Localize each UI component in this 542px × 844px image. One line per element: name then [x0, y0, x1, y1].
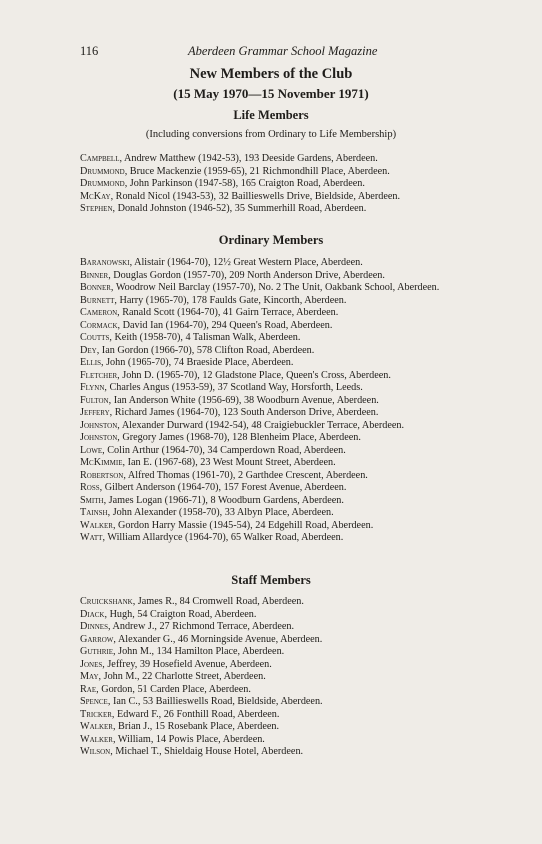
member-surname: Rae	[80, 683, 97, 695]
member-surname: Wilson	[80, 746, 111, 757]
member-entry	[80, 470, 490, 483]
member-entry	[80, 257, 490, 270]
life-members-note: (Including conversions from Ordinary to Life Membership)	[145, 129, 397, 140]
member-details: , Bruce Mackenzie (1959-65), 21 Richmondhill Place, Aberdeen.	[124, 165, 390, 177]
member-surname: Smith	[80, 494, 104, 506]
staff-members-heading: Staff Members	[231, 573, 311, 587]
member-details: , Alexander Durward (1942-54), 48 Craigiebuckler Terrace, Aberdeen.	[117, 419, 405, 431]
member-surname: McKay	[80, 190, 111, 202]
member-surname: Bonner	[80, 282, 111, 293]
member-details: , Woodrow Neil Barclay (1957-70), No. 2 The Unit, Oakbank School, Aberdeen.	[110, 282, 440, 293]
member-surname: Watt	[80, 532, 103, 543]
member-surname: Burnett	[80, 294, 115, 306]
member-entry	[80, 370, 490, 383]
member-surname: Dinnes	[80, 621, 108, 632]
member-details: , Michael T., Shieldaig House Hotel, Aberdeen.	[110, 746, 304, 757]
member-details: , Ranald Scott (1964-70), 41 Gairn Terrace, Aberdeen.	[117, 307, 339, 318]
member-entry	[80, 153, 490, 166]
member-surname: Dey	[80, 344, 97, 356]
member-details: , Alistair (1964-70), 12½ Great Western Place, Aberdeen.	[129, 257, 363, 268]
member-entry	[80, 332, 490, 345]
member-entry	[80, 721, 490, 734]
member-details: , Gordon Harry Massie (1945-54), 24 Edgehill Road, Aberdeen.	[112, 519, 374, 531]
member-details: , Andrew J., 27 Richmond Terrace, Aberdeen.	[107, 621, 295, 632]
member-entry	[80, 684, 490, 697]
page-title: New Members of the Club	[189, 66, 353, 82]
running-title: Aberdeen Grammar School Magazine	[188, 44, 378, 58]
member-details: , Brian J., 15 Rosebank Place, Aberdeen.	[112, 721, 280, 732]
member-surname: Garrow	[80, 633, 114, 645]
member-surname: Jeffery	[80, 407, 110, 418]
member-surname: Ross	[80, 482, 100, 493]
member-entry	[80, 191, 490, 204]
member-surname: Walker	[80, 519, 113, 531]
member-surname: Johnston	[80, 432, 118, 443]
member-surname: Stephen	[80, 203, 113, 214]
member-surname: Johnston	[80, 419, 118, 431]
member-surname: Ellis	[80, 357, 101, 368]
member-details: , Keith (1958-70), 4 Talisman Walk, Aberdeen.	[109, 332, 301, 343]
member-details: , John M., 134 Hamilton Place, Aberdeen.	[113, 646, 285, 657]
member-details: , Gilbert Anderson (1964-70), 157 Forest Avenue, Aberdeen.	[99, 482, 347, 493]
member-details: , William Allardyce (1964-70), 65 Walker Road, Aberdeen.	[102, 532, 344, 543]
member-details: , Ian Anderson White (1956-69), 38 Woodburn Avenue, Aberdeen.	[108, 394, 379, 406]
staff-members-list	[80, 596, 490, 759]
member-details: , Ian C., 53 Baillieswells Road, Bieldside, Aberdeen.	[107, 696, 323, 707]
member-entry	[80, 395, 490, 408]
member-entry	[80, 166, 490, 179]
member-entry	[80, 532, 490, 545]
member-surname: Jones	[80, 658, 103, 670]
member-surname: Walker	[80, 721, 113, 732]
member-details: , John (1965-70), 74 Braeside Place, Aberdeen.	[101, 357, 294, 368]
member-entry	[80, 445, 490, 458]
page-number: 116	[80, 44, 99, 58]
member-details: , Charles Angus (1953-59), 37 Scotland Way, Horsforth, Leeds.	[104, 382, 363, 393]
member-surname: Drummond	[80, 165, 125, 177]
member-entry	[80, 457, 490, 470]
member-entry	[80, 382, 490, 395]
member-entry	[80, 345, 490, 358]
member-entry	[80, 203, 490, 216]
life-members-list	[80, 153, 490, 216]
member-surname: Tainsh	[80, 507, 108, 518]
member-details: , Gregory James (1968-70), 128 Blenheim Place, Aberdeen.	[117, 432, 361, 443]
member-entry	[80, 495, 490, 508]
member-details: , John D. (1965-70), 12 Gladstone Place, Queen's Cross, Aberdeen.	[117, 369, 391, 381]
member-surname: Lowe	[80, 444, 103, 456]
member-entry	[80, 621, 490, 634]
member-surname: Binner	[80, 269, 109, 281]
member-entry	[80, 520, 490, 533]
member-surname: Coutts	[80, 332, 110, 343]
member-entry	[80, 609, 490, 622]
member-details: , Alfred Thomas (1961-70), 2 Garthdee Crescent, Aberdeen.	[123, 469, 368, 481]
member-details: , John Parkinson (1947-58), 165 Craigton Road, Aberdeen.	[124, 178, 365, 189]
member-details: , Jeffrey, 39 Hosefield Avenue, Aberdeen.	[102, 658, 272, 670]
life-members-heading: Life Members	[233, 108, 309, 122]
member-entry	[80, 282, 490, 295]
member-entry	[80, 646, 490, 659]
member-surname: Baranowski	[80, 257, 130, 268]
member-entry	[80, 634, 490, 647]
member-details: , Harry (1965-70), 178 Faulds Gate, Kincorth, Aberdeen.	[114, 294, 347, 306]
member-surname: Campbell	[80, 153, 120, 164]
member-entry	[80, 270, 490, 283]
member-details: , James R., 84 Cromwell Road, Aberdeen.	[132, 596, 304, 607]
ordinary-members-heading: Ordinary Members	[218, 233, 324, 247]
member-surname: Cameron	[80, 307, 118, 318]
member-entry	[80, 178, 490, 191]
member-entry	[80, 407, 490, 420]
member-surname: Fletcher	[80, 369, 118, 381]
member-details: , Ian Gordon (1966-70), 578 Clifton Road, Aberdeen.	[96, 344, 315, 356]
member-entry	[80, 357, 490, 370]
member-entry	[80, 432, 490, 445]
member-details: , Hugh, 54 Craigton Road, Aberdeen.	[104, 608, 257, 620]
member-surname: Drummond	[80, 178, 125, 189]
member-details: , Donald Johnston (1946-52), 35 Summerhill Road, Aberdeen.	[112, 203, 367, 214]
member-entry	[80, 420, 490, 433]
member-details: , William, 14 Powis Place, Aberdeen.	[112, 733, 265, 745]
member-entry	[80, 320, 490, 333]
member-entry	[80, 482, 490, 495]
member-surname: May	[80, 671, 99, 682]
member-details: , John Alexander (1958-70), 33 Albyn Place, Aberdeen.	[107, 507, 334, 518]
member-entry	[80, 696, 490, 709]
member-entry	[80, 507, 490, 520]
member-entry	[80, 596, 490, 609]
member-surname: Cruickshank	[80, 596, 133, 607]
member-details: , Douglas Gordon (1957-70), 209 North Anderson Drive, Aberdeen.	[108, 269, 385, 281]
member-details: , Andrew Matthew (1942-53), 193 Deeside Gardens, Aberdeen.	[119, 153, 378, 164]
member-surname: Diack	[80, 608, 105, 620]
page-subtitle: (15 May 1970—15 November 1971)	[173, 86, 369, 101]
member-surname: Cormack	[80, 319, 118, 331]
member-entry	[80, 307, 490, 320]
member-entry	[80, 659, 490, 672]
member-details: , Richard James (1964-70), 123 South Anderson Drive, Aberdeen.	[109, 407, 379, 418]
member-surname: Guthrie	[80, 646, 114, 657]
member-details: , Colin Arthur (1964-70), 34 Camperdown Road, Aberdeen.	[102, 444, 346, 456]
member-details: , Edward F., 26 Fonthill Road, Aberdeen.	[111, 708, 280, 720]
member-entry	[80, 746, 490, 759]
member-entry	[80, 709, 490, 722]
member-details: , Ronald Nicol (1943-53), 32 Baillieswells Drive, Bieldside, Aberdeen.	[110, 190, 401, 202]
member-entry	[80, 295, 490, 308]
member-details: , David Ian (1964-70), 294 Queen's Road, Aberdeen.	[117, 319, 333, 331]
member-details: , James Logan (1966-71), 8 Woodburn Gardens, Aberdeen.	[103, 494, 344, 506]
member-surname: Tricker	[80, 708, 112, 720]
member-details: , Gordon, 51 Carden Place, Aberdeen.	[96, 683, 251, 695]
member-surname: Spence	[80, 696, 108, 707]
member-entry	[80, 671, 490, 684]
ordinary-members-list	[80, 257, 490, 545]
member-details: , Alexander G., 46 Morningside Avenue, Aberdeen.	[113, 633, 323, 645]
member-entry	[80, 734, 490, 747]
page-header	[80, 44, 482, 60]
member-surname: Walker	[80, 733, 113, 745]
member-surname: Fulton	[80, 394, 109, 406]
member-surname: Flynn	[80, 382, 105, 393]
member-details: , John M., 22 Charlotte Street, Aberdeen.	[98, 671, 266, 682]
member-surname: McKimmie	[80, 457, 123, 468]
member-surname: Robertson	[80, 469, 124, 481]
member-details: , Ian E. (1967-68), 23 West Mount Street, Aberdeen.	[122, 457, 336, 468]
